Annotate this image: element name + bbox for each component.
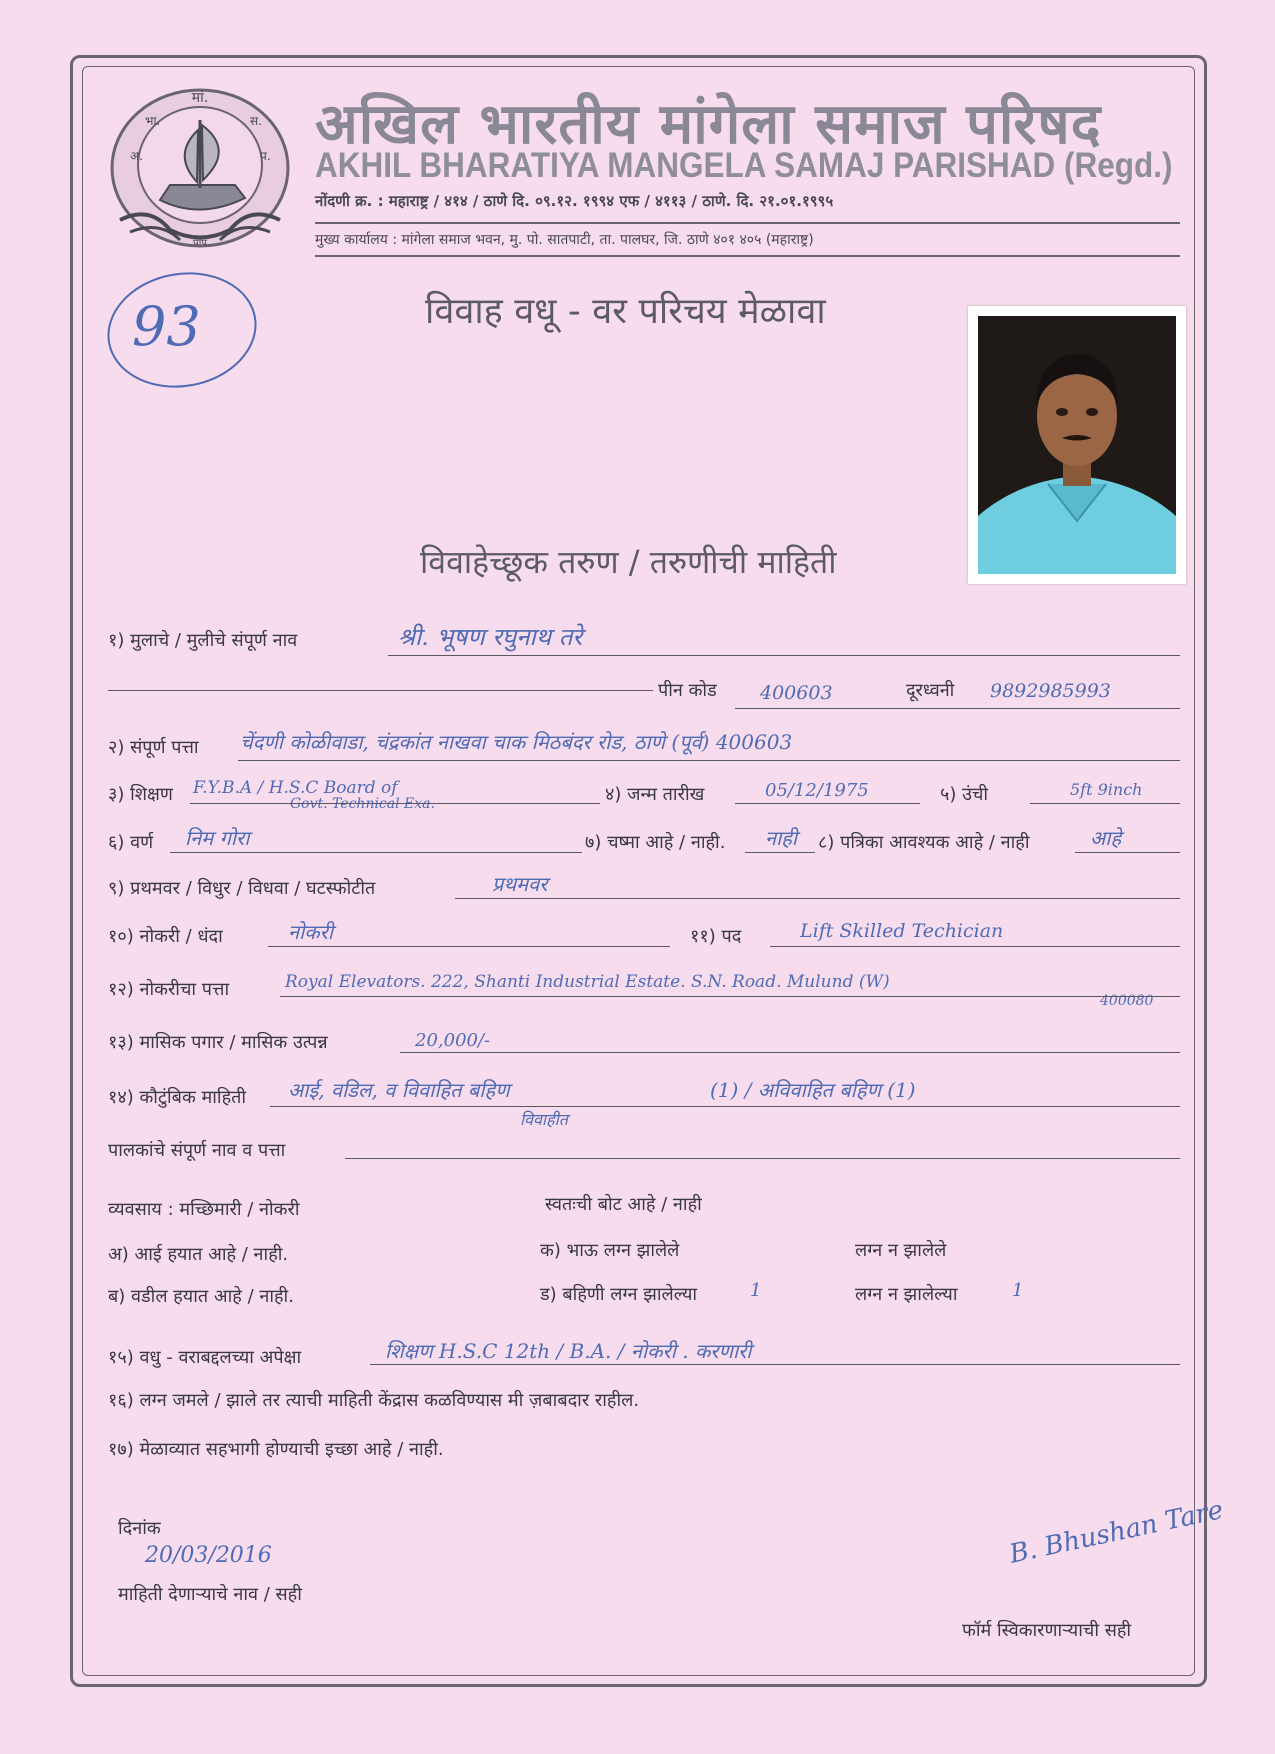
expectations-label: १५) वधु - वराबद्दलच्या अपेक्षा xyxy=(108,1347,302,1368)
dob-value: 05/12/1975 xyxy=(765,780,869,801)
event-title: विवाह वधू - वर परिचय मेळावा xyxy=(425,291,826,332)
occupation-value: नोकरी xyxy=(288,920,333,944)
date-value: 20/03/2016 xyxy=(145,1543,272,1568)
work-address-underline xyxy=(280,996,1180,997)
work-address-value-line2: 400080 xyxy=(1100,993,1154,1009)
salary-underline xyxy=(400,1052,1180,1053)
mother-alive-option: अ) आई हयात आहे / नाही. xyxy=(108,1244,289,1265)
height-value: 5ft 9inch xyxy=(1070,780,1143,799)
sisters-married-count: 1 xyxy=(750,1280,762,1301)
brothers-married-option: क) भाऊ लग्न झालेले xyxy=(540,1240,680,1261)
name-value: श्री. भूषण रघुनाथ तरे xyxy=(398,623,583,651)
post-label: ११) पद xyxy=(690,926,742,947)
post-underline xyxy=(770,946,1180,947)
header-divider xyxy=(315,222,1180,224)
sisters-unmarried-count: 1 xyxy=(1012,1280,1024,1301)
horoscope-value: आहे xyxy=(1090,826,1122,850)
glasses-value: नाही xyxy=(765,826,798,850)
date-label: दिनांक xyxy=(118,1518,161,1539)
logo-text-left-a: अ. xyxy=(130,149,143,163)
section-title: विवाहेच्छूक तरुण / तरुणीची माहिती xyxy=(420,543,837,581)
marital-status-underline xyxy=(455,898,1180,899)
org-name-english: AKHIL BHARATIYA MANGELA SAMAJ PARISHAD (Regd.) xyxy=(315,146,1173,185)
name-underline xyxy=(388,655,1180,656)
height-underline xyxy=(1030,803,1180,804)
address-value: चेंदणी कोळीवाडा, चंद्रकांत नाखवा चाक मिठबंदर रोड, ठाणे (पूर्व) 400603 xyxy=(240,730,793,754)
work-address-value: Royal Elevators. 222, Shanti Industrial Estate. S.N. Road. Mulund (W) xyxy=(285,972,890,992)
form-number: 93 xyxy=(132,295,201,358)
glasses-label: ७) चष्मा आहे / नाही. xyxy=(585,832,726,853)
family-value-line2: विवाहीत xyxy=(520,1110,568,1129)
post-value: Lift Skilled Techician xyxy=(800,920,1004,942)
brothers-unmarried-option: लग्न न झालेले xyxy=(855,1240,947,1261)
logo-text-right-b: प. xyxy=(260,149,271,163)
dob-label: ४) जन्म तारीख xyxy=(605,784,705,805)
logo-text-left-b: भा. xyxy=(145,114,161,128)
guardian-underline xyxy=(345,1158,1180,1159)
family-value-b: (1) / अविवाहित बहिण (1) xyxy=(710,1078,916,1102)
dob-underline xyxy=(735,803,920,804)
receiver-signature: B. Bhushan Tare xyxy=(1006,1495,1226,1570)
complexion-value: निम गोरा xyxy=(185,826,250,850)
education-label: ३) शिक्षण xyxy=(108,784,173,805)
horoscope-underline xyxy=(1075,852,1180,853)
expectations-underline xyxy=(370,1364,1180,1365)
phone-label: दूरध्वनी xyxy=(906,680,955,701)
family-underline xyxy=(270,1106,1180,1107)
complexion-underline xyxy=(170,852,582,853)
pin-label: पीन कोड xyxy=(658,680,717,701)
header-divider-bottom xyxy=(315,255,1180,257)
marital-status-label: ९) प्रथमवर / विधुर / विधवा / घटस्फोटीत xyxy=(108,878,376,899)
work-address-label: १२) नोकरीचा पत्ता xyxy=(108,979,230,1000)
height-label: ५) उंची xyxy=(940,784,989,805)
education-value: F.Y.B.A / H.S.C Board of xyxy=(193,778,398,798)
pin-value: 400603 xyxy=(760,682,833,704)
expectations-value: शिक्षण H.S.C 12th / B.A. / नोकरी . करणारी xyxy=(385,1339,752,1363)
organization-logo xyxy=(100,80,300,250)
name-label: १) मुलाचे / मुलीचे संपूर्ण नाव xyxy=(108,630,298,651)
pin-phone-underline xyxy=(735,708,1180,709)
photo-image xyxy=(978,316,1176,574)
candidate-photo xyxy=(968,306,1186,584)
guardian-label: पालकांचे संपूर्ण नाव व पत्ता xyxy=(108,1140,286,1161)
office-address: मुख्य कार्यालय : मांगेला समाज भवन, मु. पो. सातपाटी, ता. पालघर, जि. ठाणे ४०१ ४०५ (महाराष्ट्र) xyxy=(315,232,814,248)
logo-text-bottom: पाप xyxy=(193,238,207,249)
education-underline xyxy=(190,803,600,804)
pin-leading-line xyxy=(108,690,653,691)
declaration-17: १७) मेळाव्यात सहभागी होण्याची इच्छा आहे / नाही. xyxy=(108,1439,444,1460)
informant-signature-label: माहिती देणाऱ्याचे नाव / सही xyxy=(118,1584,302,1605)
org-name-marathi: अखिल भारतीय मांगेला समाज परिषद xyxy=(315,91,1102,157)
declaration-16: १६) लग्न जमले / झाले तर त्याची माहिती केंद्रास कळविण्यास मी ज़बाबदार राहील. xyxy=(108,1390,640,1411)
father-alive-option: ब) वडील हयात आहे / नाही. xyxy=(108,1286,294,1307)
logo-text-top: मां. xyxy=(191,90,209,106)
address-label: २) संपूर्ण पत्ता xyxy=(108,737,199,758)
sisters-unmarried-option: लग्न न झालेल्या xyxy=(855,1284,958,1305)
salary-value: 20,000/- xyxy=(415,1030,491,1051)
registration-number: नोंदणी क्र. : महाराष्ट्र / ४१४ / ठाणे दि. ०९.१२. १९९४ एफ / ४११३ / ठाणे. दि. २१.०१.१९९५ xyxy=(315,192,834,210)
business-option: व्यवसाय : मच्छिमारी / नोकरी xyxy=(108,1199,300,1220)
salary-label: १३) मासिक पगार / मासिक उत्पन्न xyxy=(108,1032,328,1053)
own-boat-option: स्वतःची बोट आहे / नाही xyxy=(545,1194,702,1215)
occupation-underline xyxy=(268,946,670,947)
complexion-label: ६) वर्ण xyxy=(108,832,154,853)
horoscope-label: ८) पत्रिका आवश्यक आहे / नाही xyxy=(818,832,1030,853)
phone-value: 9892985993 xyxy=(990,680,1111,702)
glasses-underline xyxy=(745,852,815,853)
sisters-married-option: ड) बहिणी लग्न झालेल्या xyxy=(540,1284,698,1305)
occupation-label: १०) नोकरी / धंदा xyxy=(108,926,223,947)
family-value: आई, वडिल, व विवाहित बहिण xyxy=(288,1078,510,1102)
address-underline xyxy=(238,760,1180,761)
marital-status-value: प्रथमवर xyxy=(492,872,548,896)
family-label: १४) कौटुंबिक माहिती xyxy=(108,1087,247,1108)
logo-text-right-a: स. xyxy=(250,114,262,128)
receiver-signature-label: फॉर्म स्विकारणाऱ्याची सही xyxy=(962,1620,1132,1641)
education-value-line2: Govt. Technical Exa. xyxy=(290,796,435,812)
